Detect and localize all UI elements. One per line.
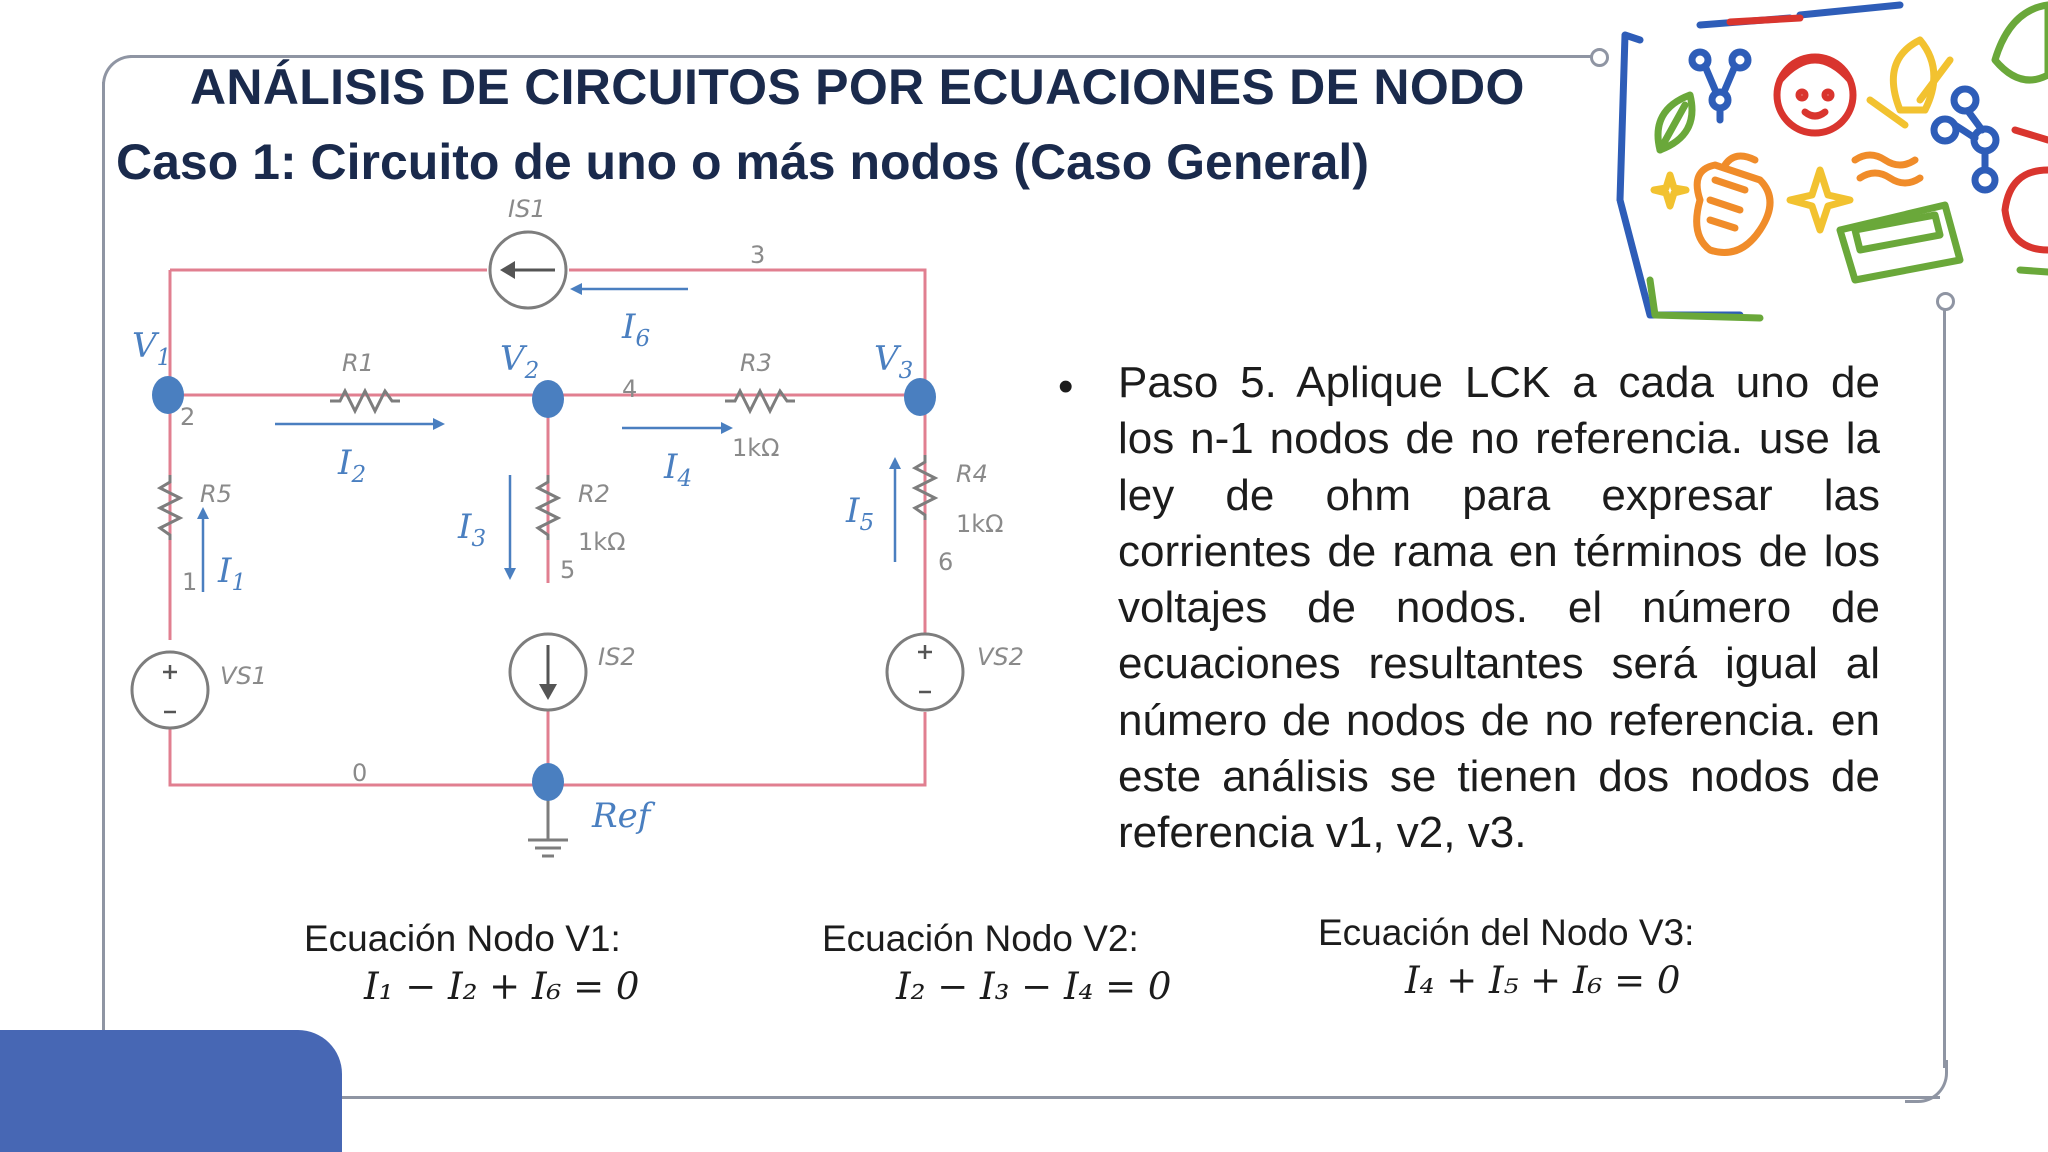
equation-v1-math: I₁ − I₂ + I₆ = 0: [364, 965, 640, 1008]
label-r2: R2: [578, 480, 610, 508]
label-node-v3: $V_3$: [874, 339, 914, 384]
page-subtitle: Caso 1: Circuito de uno o más nodos (Caso General): [116, 134, 1369, 190]
label-current-i6: $I_6$: [622, 307, 651, 352]
wire-number-5: 5: [560, 556, 576, 584]
current-source-is1: [490, 232, 566, 308]
label-r5: R5: [200, 480, 232, 508]
bullet-marker: •: [1058, 362, 1074, 411]
voltage-source-vs2: [887, 634, 963, 710]
voltage-source-vs1: [132, 652, 208, 728]
label-node-v1: $V_1$: [132, 326, 172, 371]
wire-number-4: 4: [622, 375, 638, 403]
wire-number-2: 2: [180, 403, 196, 431]
equation-v2-label: Ecuación Nodo V2:: [822, 918, 1139, 959]
wire-number-1: 1: [182, 568, 198, 596]
equation-v3-label: Ecuación del Nodo V3:: [1318, 912, 1695, 953]
equation-v3-math: I₄ + I₅ + I₆ = 0: [1405, 959, 1681, 1002]
label-r3: R3: [740, 349, 772, 377]
label-current-i1: $I_1$: [218, 551, 247, 596]
wire-number-0: 0: [352, 759, 368, 787]
label-r3-value: 1kΩ: [732, 434, 780, 462]
label-is2: IS2: [598, 643, 636, 671]
label-r2-value: 1kΩ: [578, 528, 626, 556]
label-vs1: VS1: [220, 662, 267, 690]
label-node-v2: $V_2$: [500, 339, 540, 384]
label-current-i4: $I_4$: [664, 447, 693, 492]
wire-number-6: 6: [938, 548, 954, 576]
node-ref: [532, 763, 564, 801]
label-current-i2: $I_2$: [338, 443, 367, 488]
page-title: ANÁLISIS DE CIRCUITOS POR ECUACIONES DE NODO: [190, 59, 1525, 115]
label-node-ref: Ref: [592, 796, 651, 836]
wire-number-3: 3: [750, 241, 766, 269]
label-current-i5: $I_5$: [846, 491, 875, 536]
node-v2: [532, 380, 564, 418]
label-vs2: VS2: [977, 643, 1024, 671]
equation-v1-label: Ecuación Nodo V1:: [304, 918, 621, 959]
label-is1: IS1: [508, 195, 546, 223]
bullet-paragraph: Paso 5. Aplique LCK a cada uno de los n-1 nodos de no referencia. use la ley de ohm para expresar las corrientes de rama en términos de los voltajes de nodos. el número de ecuaciones resultantes será igual al número de nodos de no referencia. en este análisis se tienen dos nodos de referencia v1, v2, v3.: [1118, 358, 1880, 858]
label-r4-value: 1kΩ: [956, 510, 1004, 538]
label-r4: R4: [956, 460, 988, 488]
label-r1: R1: [342, 349, 374, 377]
current-source-is2: [510, 634, 586, 710]
label-current-i3: $I_3$: [458, 507, 487, 552]
equation-v2-math: I₂ − I₃ − I₄ = 0: [896, 965, 1172, 1008]
